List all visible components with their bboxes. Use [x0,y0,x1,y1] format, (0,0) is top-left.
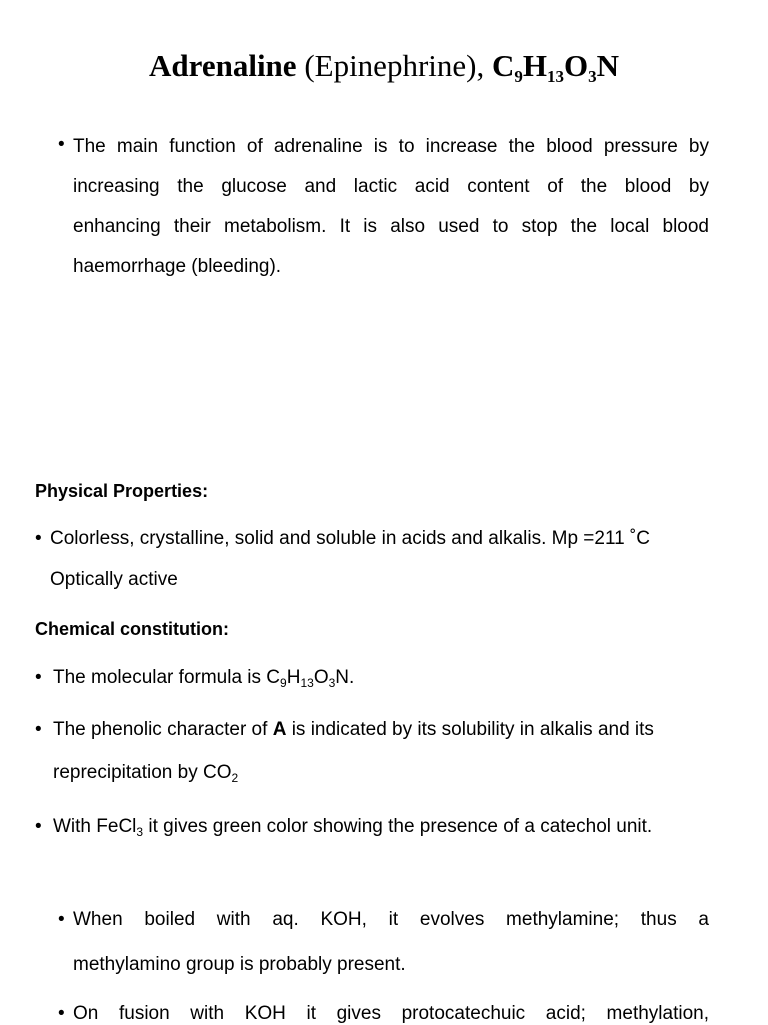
chemical-constitution-heading: Chemical constitution: [35,619,230,639]
phenolic-line: reprecipitation by $CO_2$ [53,762,239,785]
intro-line: increasing the glucose and lactic acid content of the blood by [73,176,709,197]
fusion-line: On fusion with KOH it gives protocatechuic acid; methylation, [73,1003,709,1024]
phenolic-line: The phenolic character of A is indicated by its solubility in alkalis and its [53,719,654,740]
bullet-point: • [35,528,42,549]
bullet-point: • [35,667,42,688]
bullet-point: • [58,909,65,930]
fecl3-line: With FeCl$_3$ it gives green color showing the presence of a catechol unit. [53,816,653,839]
page-title [0,44,768,88]
koh-line: methylamino group is probably present. [73,954,406,975]
bullet-point: • [35,719,42,740]
bullet-point: • [58,1003,65,1024]
title-synonym: (Epinephrine), [296,48,492,83]
physical-properties-heading: Physical Properties: [35,481,209,501]
intro-line: enhancing their metabolism. It is also used to stop the local blood [73,216,709,237]
bullet-point: • [58,134,65,155]
intro-line: haemorrhage (bleeding). [73,256,282,277]
bullet-point: • [35,816,42,837]
intro-paragraph [73,134,709,294]
title-formula: $C_9H_{13}O_3N$ [491,48,619,86]
physical-properties-line: Colorless, crystalline, solid and soluble in acids and alkalis. Mp =211 ˚C [50,528,651,549]
molecular-formula-line: The molecular formula is $C_9H_{13}O_3N$. [53,667,355,690]
title-compound-name: Adrenaline [149,48,297,83]
physical-properties-line: Optically active [50,569,178,590]
koh-line: When boiled with aq. KOH, it evolves methylamine; thus a [73,909,709,930]
intro-line: The main function of adrenaline is to increase the blood pressure by [73,136,709,157]
